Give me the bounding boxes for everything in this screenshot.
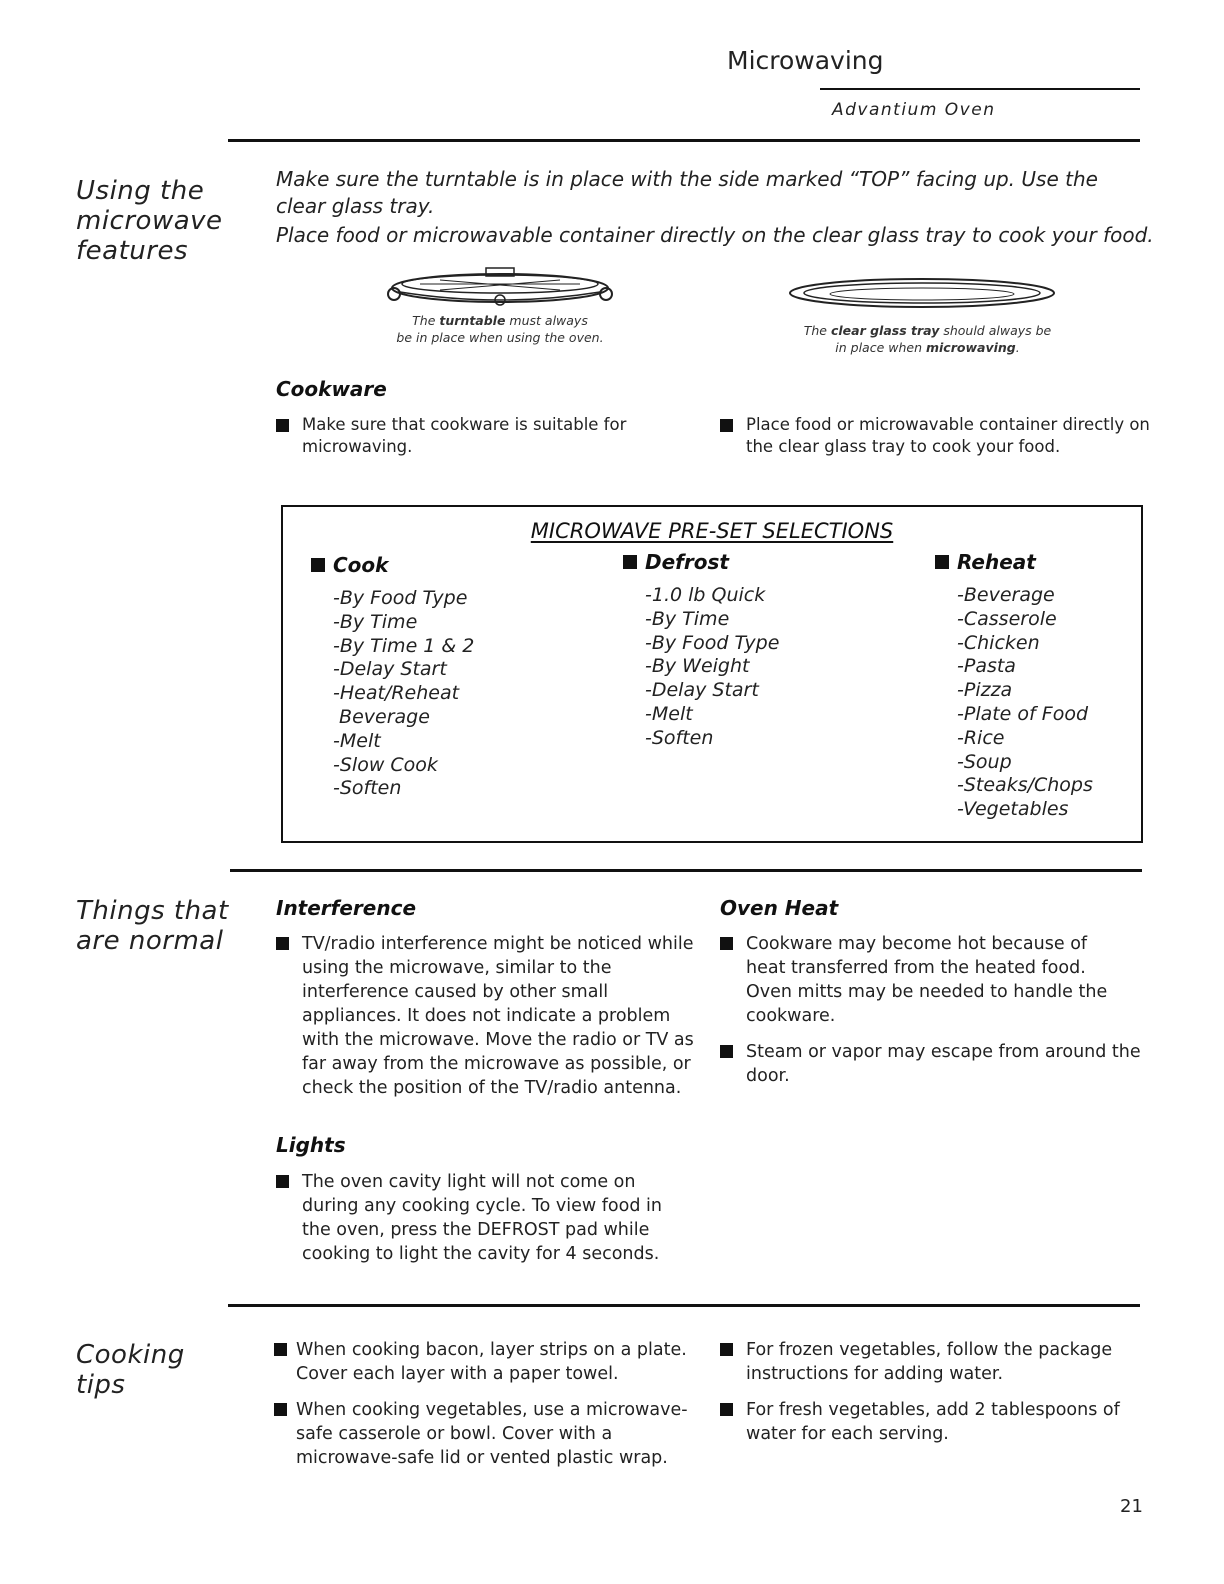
section-divider-1 xyxy=(228,139,1140,142)
list-item: -Melt xyxy=(333,729,381,752)
page-header-subtitle: Advantium Oven xyxy=(832,100,996,120)
lights-bullet: The oven cavity light will not come on during any cooking cycle. To view food in the oven, press the DEFROST pad while cooking to light the cavity for 4 seconds. xyxy=(276,1170,682,1266)
list-item: Beverage xyxy=(333,705,430,728)
preset-selections-box xyxy=(281,505,1143,843)
list-item: -Plate of Food xyxy=(957,702,1089,725)
turntable-caption: The turntable must always be in place when using the oven. xyxy=(396,313,604,345)
page-number: 21 xyxy=(1120,1496,1143,1517)
list-item: -Rice xyxy=(957,726,1005,749)
intro-paragraph-1: Make sure the turntable is in place with the side marked “TOP” facing up. Use the clear glass tray. xyxy=(276,167,1098,218)
section-divider-3 xyxy=(228,1304,1140,1307)
list-item: -Pasta xyxy=(957,655,1016,678)
list-item: -Soften xyxy=(333,777,402,800)
section-divider-2 xyxy=(230,869,1142,872)
section-title-tips: Cooking tips xyxy=(76,1340,185,1400)
tips-left-bullet-2: When cooking vegetables, use a microwave-safe casserole or bowl. Cover with a microwave-safe lid or vented plastic wrap. xyxy=(274,1398,716,1470)
list-item: -Heat/Reheat xyxy=(333,682,460,705)
list-item: -By Time xyxy=(333,610,418,633)
page-header-title: Microwaving xyxy=(727,46,884,75)
glass-tray-caption: The clear glass tray should always be in place when microwaving. xyxy=(803,323,1052,355)
list-item: -Vegetables xyxy=(957,798,1069,821)
section-title-normal: Things that are normal xyxy=(76,896,229,956)
cookware-heading: Cookware xyxy=(276,377,387,401)
list-item: -By Time 1 & 2 xyxy=(333,634,475,657)
lights-heading: Lights xyxy=(276,1133,346,1157)
interference-heading: Interference xyxy=(276,896,417,920)
cookware-bullet-1: Make sure that cookware is suitable for microwaving. xyxy=(276,414,662,458)
list-item: -Delay Start xyxy=(645,679,759,702)
list-item: -Melt xyxy=(645,702,693,725)
section-title-using: Using the microwave features xyxy=(76,176,223,266)
interference-bullet: TV/radio interference might be noticed while using the microwave, similar to the interference caused by other small appliances. It does not indicate a problem with the microwave. Move the radio or TV as far away from the microwave as possible, or check the position of the TV/radio antenna. xyxy=(276,932,698,1100)
list-item: -Steaks/Chops xyxy=(957,774,1093,797)
list-item: -By Food Type xyxy=(645,631,780,654)
list-item: -Pizza xyxy=(957,679,1013,702)
list-item: -By Weight xyxy=(645,655,750,678)
list-item: -Soften xyxy=(645,726,714,749)
list-item: -By Food Type xyxy=(333,587,468,609)
tips-left-bullet-1: When cooking bacon, layer strips on a plate. Cover each layer with a paper towel. xyxy=(274,1338,716,1386)
tips-right-bullet-2: For fresh vegetables, add 2 tablespoons of water for each serving. xyxy=(720,1398,1166,1446)
glass-tray-illustration xyxy=(786,276,1058,312)
tips-right-bullet-1: For frozen vegetables, follow the package instructions for adding water. xyxy=(720,1338,1156,1386)
preset-cook-heading: Cook xyxy=(311,553,388,577)
preset-cook-list xyxy=(333,587,474,801)
preset-defrost-heading: Defrost xyxy=(623,550,729,574)
oven-heat-bullet-1: Cookware may become hot because of heat transferred from the heated food. Oven mitts may be needed to handle the cookware. xyxy=(720,932,1122,1028)
cookware-bullet-2: Place food or microwavable container directly on the clear glass tray to cook your food. xyxy=(720,414,1156,458)
intro-paragraph-2: Place food or microwavable container directly on the clear glass tray to cook your food. xyxy=(276,223,1154,247)
oven-heat-heading: Oven Heat xyxy=(720,896,839,920)
list-item: -By Time xyxy=(645,607,730,630)
oven-heat-bullet-2: Steam or vapor may escape from around the door. xyxy=(720,1040,1146,1088)
preset-defrost-list xyxy=(645,584,779,751)
list-item: -1.0 lb Quick xyxy=(645,584,766,606)
preset-reheat-heading: Reheat xyxy=(935,550,1036,574)
list-item: -Slow Cook xyxy=(333,753,438,776)
list-item: -Soup xyxy=(957,750,1012,773)
list-item: -Chicken xyxy=(957,631,1040,654)
preset-title: MICROWAVE PRE-SET SELECTIONS xyxy=(530,519,894,543)
list-item: -Beverage xyxy=(957,584,1055,606)
header-rule-short xyxy=(820,88,1140,90)
preset-reheat-list xyxy=(957,584,1093,822)
turntable-illustration xyxy=(380,262,620,314)
list-item: -Casserole xyxy=(957,607,1057,630)
list-item: -Delay Start xyxy=(333,658,447,681)
